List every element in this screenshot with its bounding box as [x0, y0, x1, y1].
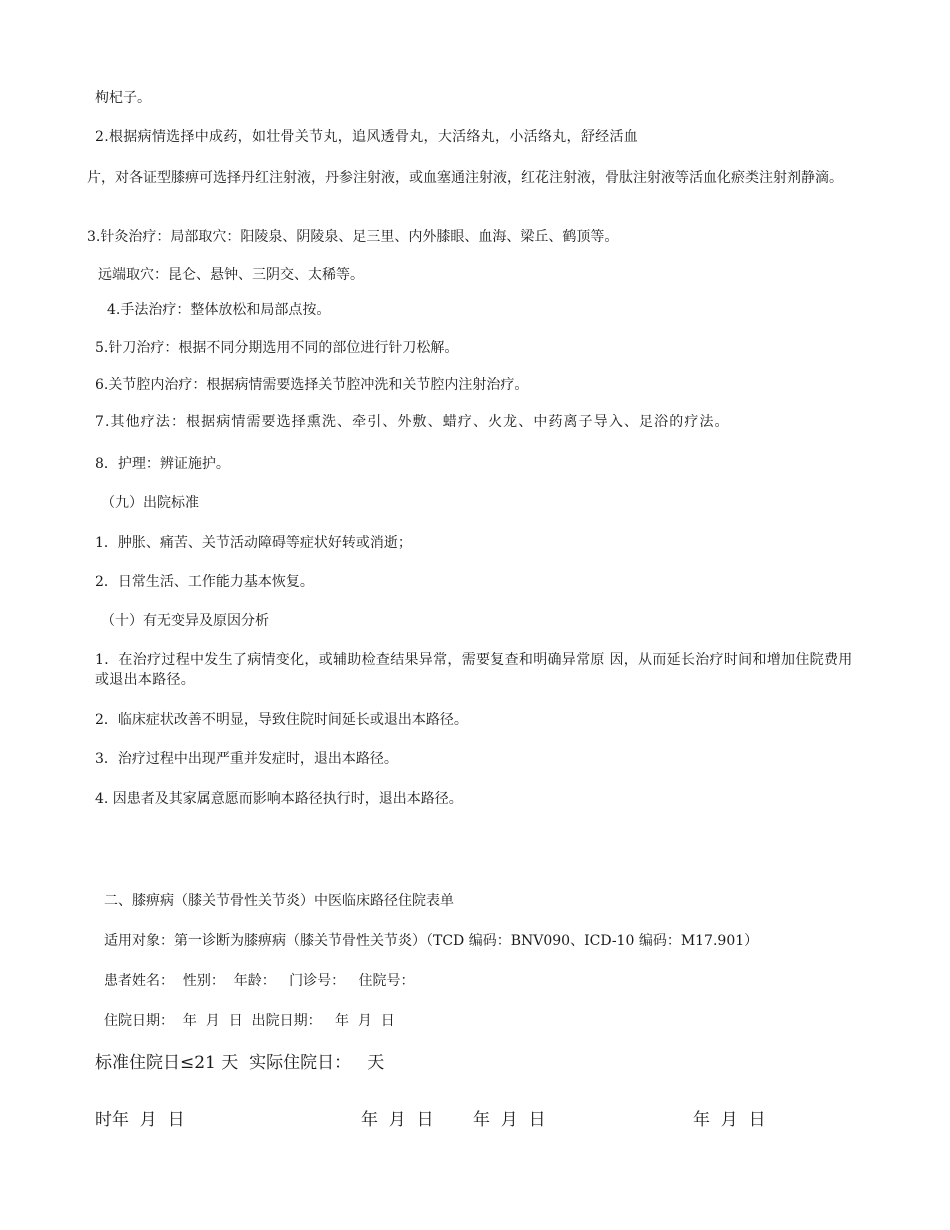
section-heading: （九）出院标准	[101, 495, 199, 511]
patient-info-line: 患者姓名： 性别： 年龄： 门诊号： 住院号：	[104, 973, 415, 989]
text-line: 8．护理：辨证施护。	[95, 456, 230, 472]
text-line: 2．日常生活、工作能力基本恢复。	[95, 574, 314, 590]
text-line: 枸杞子。	[95, 90, 151, 106]
text-line: 1．肿胀、痛苦、关节活动障碍等症状好转或消逝；	[95, 535, 412, 551]
form-scope: 适用对象：第一诊断为膝痹病（膝关节骨性关节炎）（TCD 编码：BNV090、ICD-10 编码：M17.901）	[104, 933, 759, 949]
text-line: 5.针刀治疗：根据不同分期选用不同的部位进行针刀松解。	[95, 340, 459, 356]
date-column-3: 年 月 日	[473, 1110, 546, 1130]
form-title: 二、膝痹病（膝关节骨性关节炎）中医临床路径住院表单	[104, 893, 454, 909]
admission-dates-line: 住院日期： 年 月 日 出院日期： 年 月 日	[104, 1013, 395, 1029]
text-line: 4. 因患者及其家属意愿而影响本路径执行时，退出本路径。	[95, 791, 463, 807]
text-line: 4.手法治疗：整体放松和局部点按。	[107, 302, 331, 318]
date-column-1: 时年 月 日	[95, 1110, 185, 1130]
text-paragraph: 1．在治疗过程中发生了病情变化，或辅助检查结果异常，需要复查和明确异常原 因，从而延长治疗时间和增加住院费用或退出本路径。	[95, 652, 853, 688]
text-line: 2.根据病情选择中成药，如壮骨关节丸，追风透骨丸，大活络丸，小活络丸，舒经活血	[95, 129, 639, 145]
text-line: 7.其他疗法：根据病情需要选择熏洗、牵引、外敷、蜡疗、火龙、中药离子导入、足浴的疗法。	[95, 414, 730, 430]
text-line: 远端取穴：昆仑、悬钟、三阴交、太稀等。	[98, 267, 364, 283]
text-paragraph: 片，对各证型膝痹可选择丹红注射液，丹参注射液，或血塞通注射液，红花注射液，骨肽注射液等活血化瘀类注射剂静滴。	[87, 170, 843, 186]
text-line: 3．治疗过程中出现严重并发症时，退出本路径。	[95, 751, 398, 767]
date-column-4: 年 月 日	[693, 1110, 766, 1130]
text-line: 2．临床症状改善不明显，导致住院时间延长或退出本路径。	[95, 712, 468, 728]
text-line: 3.针灸治疗：局部取穴：阳陵泉、阴陵泉、足三里、内外膝眼、血海、梁丘、鹤顶等。	[87, 229, 619, 245]
section-heading: （十）有无变异及原因分析	[101, 613, 269, 629]
text-line: 6.关节腔内治疗：根据病情需要选择关节腔冲洗和关节腔内注射治疗。	[95, 377, 529, 393]
hospital-stay-line: 标准住院日≤21 天 实际住院日： 天	[95, 1053, 385, 1073]
date-column-2: 年 月 日	[361, 1110, 434, 1130]
